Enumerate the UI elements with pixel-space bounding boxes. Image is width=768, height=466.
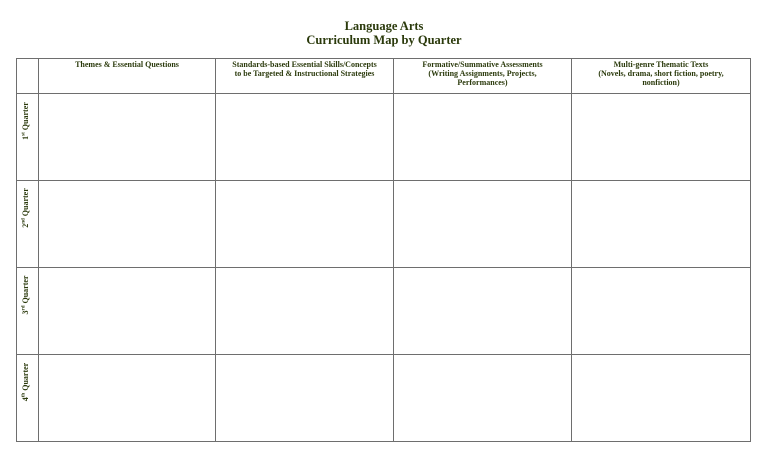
cell-q3-texts[interactable] — [572, 268, 751, 355]
cell-q2-standards[interactable] — [216, 181, 394, 268]
curriculum-map-table — [16, 58, 751, 442]
header-assessments-line-2: (Writing Assignments, Projects, — [428, 69, 537, 78]
header-standards-line-1: Standards-based Essential Skills/Concepts — [232, 60, 377, 69]
quarter-row-2 — [17, 181, 751, 268]
quarter-label-cell-4 — [17, 355, 39, 442]
cell-q4-assessments[interactable] — [394, 355, 572, 442]
header-assessments-line-1: Formative/Summative Assessments — [422, 60, 543, 69]
cell-q3-themes[interactable] — [39, 268, 216, 355]
quarter-row-3 — [17, 268, 751, 355]
header-texts-line-2: (Novels, drama, short fiction, poetry, — [598, 69, 724, 78]
header-standards — [216, 59, 394, 94]
cell-q1-assessments[interactable] — [394, 94, 572, 181]
header-assessments — [394, 59, 572, 94]
quarter-label-2: 2nd Quarter — [21, 188, 30, 228]
header-texts-line-1: Multi-genre Thematic Texts — [613, 60, 709, 69]
cell-q1-texts[interactable] — [572, 94, 751, 181]
cell-q4-texts[interactable] — [572, 355, 751, 442]
cell-q3-standards[interactable] — [216, 268, 394, 355]
title-line-2: Curriculum Map by Quarter — [306, 33, 462, 47]
quarter-row-1 — [17, 94, 751, 181]
header-texts — [572, 59, 751, 94]
cell-q3-assessments[interactable] — [394, 268, 572, 355]
document-title — [0, 19, 768, 47]
cell-q1-standards[interactable] — [216, 94, 394, 181]
cell-q2-texts[interactable] — [572, 181, 751, 268]
quarter-label-4: 4th Quarter — [21, 362, 30, 402]
quarter-label-cell-3 — [17, 268, 39, 355]
quarter-row-4 — [17, 355, 751, 442]
header-row — [17, 59, 751, 94]
header-themes-line-1: Themes & Essential Questions — [75, 60, 179, 69]
title-line-1: Language Arts — [344, 19, 424, 33]
quarter-label-cell-2 — [17, 181, 39, 268]
quarter-label-3: 3rd Quarter — [21, 275, 30, 315]
quarter-label-cell-1 — [17, 94, 39, 181]
quarter-label-1: 1st Quarter — [21, 102, 30, 140]
header-corner-cell — [17, 59, 39, 94]
header-themes — [39, 59, 216, 94]
header-assessments-line-3: Performances) — [457, 78, 508, 87]
header-standards-line-2: to be Targeted & Instructional Strategies — [234, 69, 375, 78]
cell-q2-themes[interactable] — [39, 181, 216, 268]
cell-q1-themes[interactable] — [39, 94, 216, 181]
cell-q4-themes[interactable] — [39, 355, 216, 442]
header-texts-line-3: nonfiction) — [642, 78, 680, 87]
cell-q2-assessments[interactable] — [394, 181, 572, 268]
cell-q4-standards[interactable] — [216, 355, 394, 442]
